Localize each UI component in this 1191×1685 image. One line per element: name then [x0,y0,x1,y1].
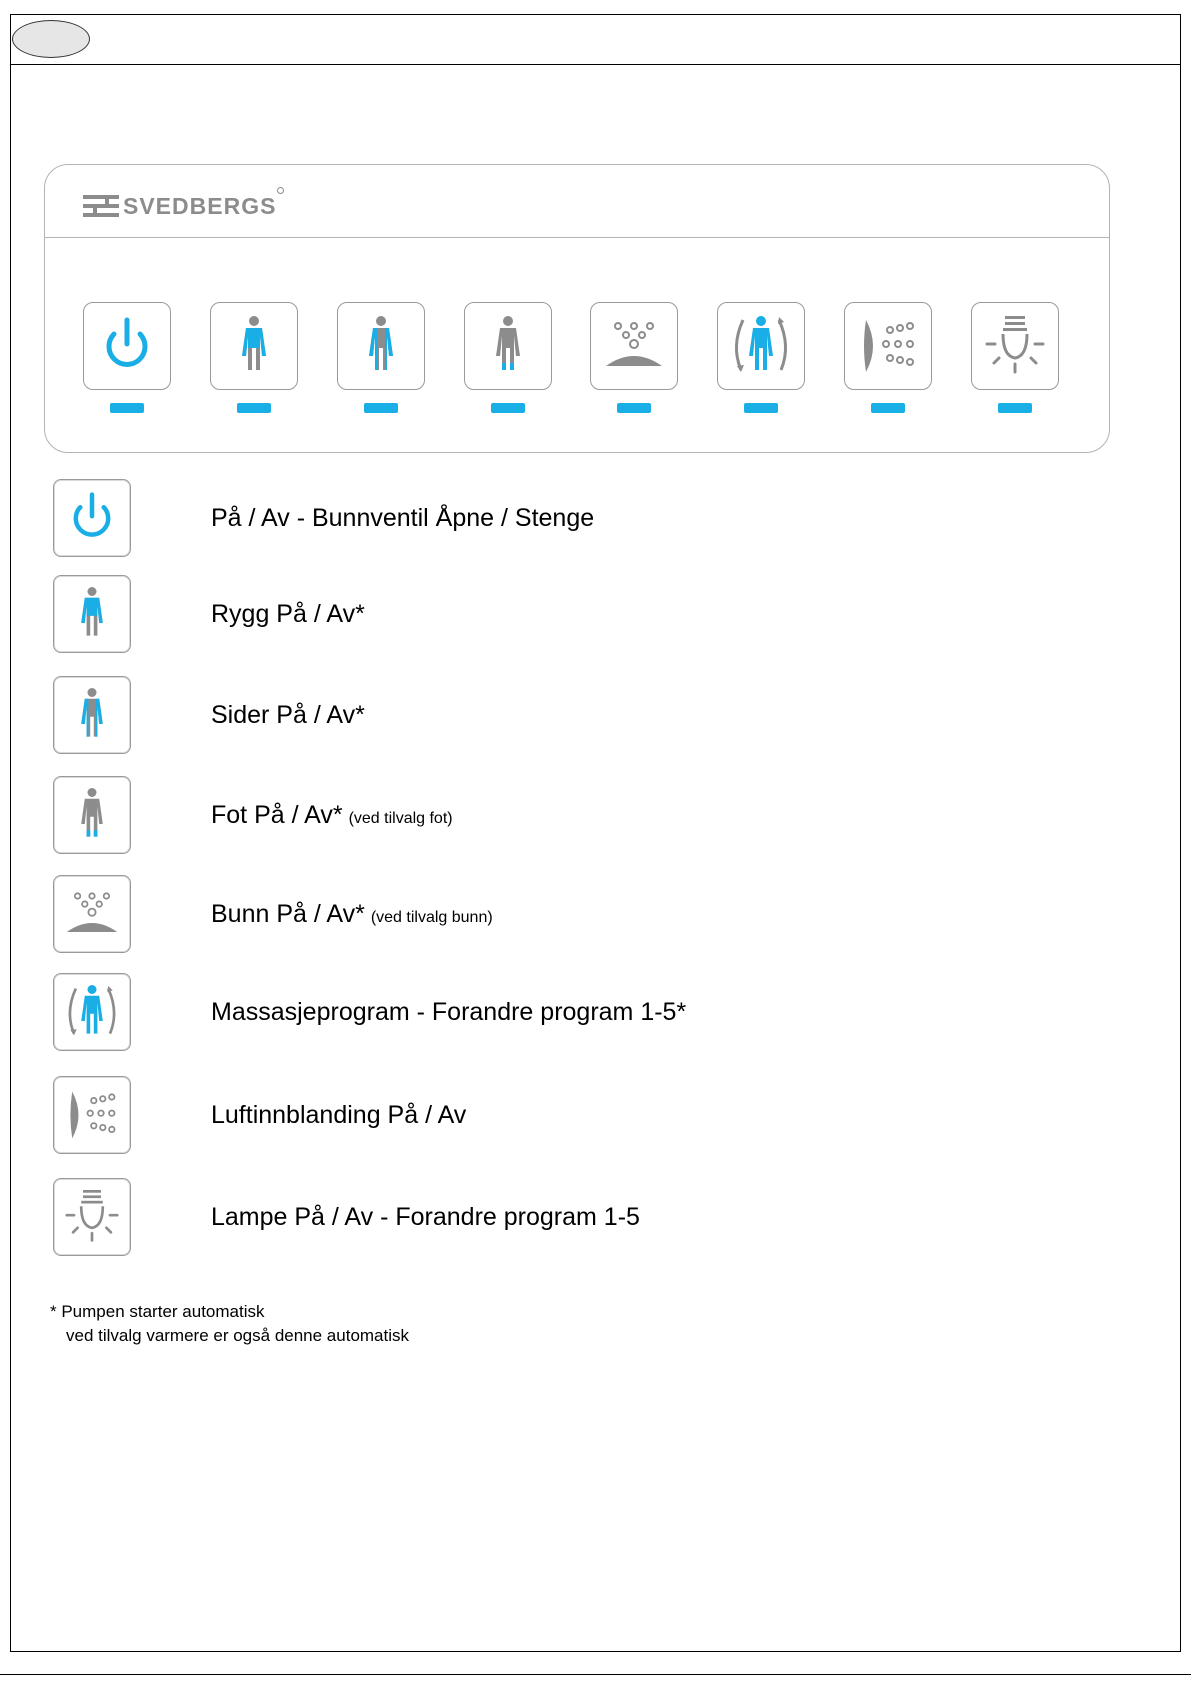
body-back-icon [214,306,294,386]
massage-program-icon [56,976,128,1048]
air-mix-icon [848,306,928,386]
legend-icon-box [53,676,131,754]
bottom-jets-icon [56,878,128,950]
indicator-led [364,403,398,413]
lamp-icon [56,1181,128,1253]
legend-icon-box [53,776,131,854]
legend-item-air [53,1075,467,1155]
brand-mark-icon [83,195,119,217]
panel-bottom-button[interactable] [590,302,678,390]
legend-icon-box [53,875,131,953]
indicator-led [110,403,144,413]
legend-label: Fot På / Av* (ved tilvalg fot) [211,800,453,829]
legend-icon-box [53,575,131,653]
legend-label: På / Av - Bunnventil Åpne / Stenge [211,503,595,532]
power-icon [56,482,128,554]
indicator-led [237,403,271,413]
lamp-icon [975,306,1055,386]
legend-item-massage [53,972,687,1052]
legend-note: (ved tilvalg fot) [348,809,453,827]
brand-name: SVEDBERGS [123,193,276,220]
panel-power-button[interactable] [83,302,171,390]
footnote-line-1: * Pumpen starter automatisk [50,1302,265,1321]
legend-icon-box [53,1076,131,1154]
panel-lamp-button[interactable] [971,302,1059,390]
indicator-led [998,403,1032,413]
footnote-line-2: ved tilvalg varmere er også denne automatisk [66,1326,410,1345]
legend-item-power [53,478,595,558]
legend-icon-box [53,973,131,1051]
legend-item-sides [53,675,365,755]
legend-label: Sider På / Av* [211,700,365,729]
control-panel [44,164,1110,453]
body-back-icon [56,578,128,650]
legend-label: Massasjeprogram - Forandre program 1-5* [211,997,687,1026]
panel-massage-button[interactable] [717,302,805,390]
legend-label: Rygg På / Av* [211,599,365,628]
indicator-led [871,403,905,413]
legend-item-lamp [53,1177,640,1257]
legend-label: Luftinnblanding På / Av [211,1100,467,1129]
power-icon [87,306,167,386]
indicator-led [744,403,778,413]
panel-air-button[interactable] [844,302,932,390]
indicator-led [617,403,651,413]
page-number-oval [12,20,90,58]
body-feet-icon [468,306,548,386]
bottom-jets-icon [594,306,674,386]
header-divider [10,64,1181,65]
legend-label: Lampe På / Av - Forandre program 1-5 [211,1202,640,1231]
legend-icon-box [53,479,131,557]
body-feet-icon [56,779,128,851]
bottom-divider [0,1674,1191,1675]
brand-logo [83,193,276,219]
body-sides-icon [341,306,421,386]
panel-back-button[interactable] [210,302,298,390]
indicator-led [491,403,525,413]
panel-sides-button[interactable] [337,302,425,390]
legend-label: Bunn På / Av* (ved tilvalg bunn) [211,899,493,928]
massage-program-icon [721,306,801,386]
body-sides-icon [56,679,128,751]
panel-feet-button[interactable] [464,302,552,390]
legend-note: (ved tilvalg bunn) [370,908,493,926]
panel-divider [45,237,1109,238]
legend-item-bottom [53,874,493,954]
footnote [50,1300,409,1348]
legend-icon-box [53,1178,131,1256]
legend-item-feet [53,775,453,855]
air-mix-icon [56,1079,128,1151]
legend-item-back [53,574,365,654]
